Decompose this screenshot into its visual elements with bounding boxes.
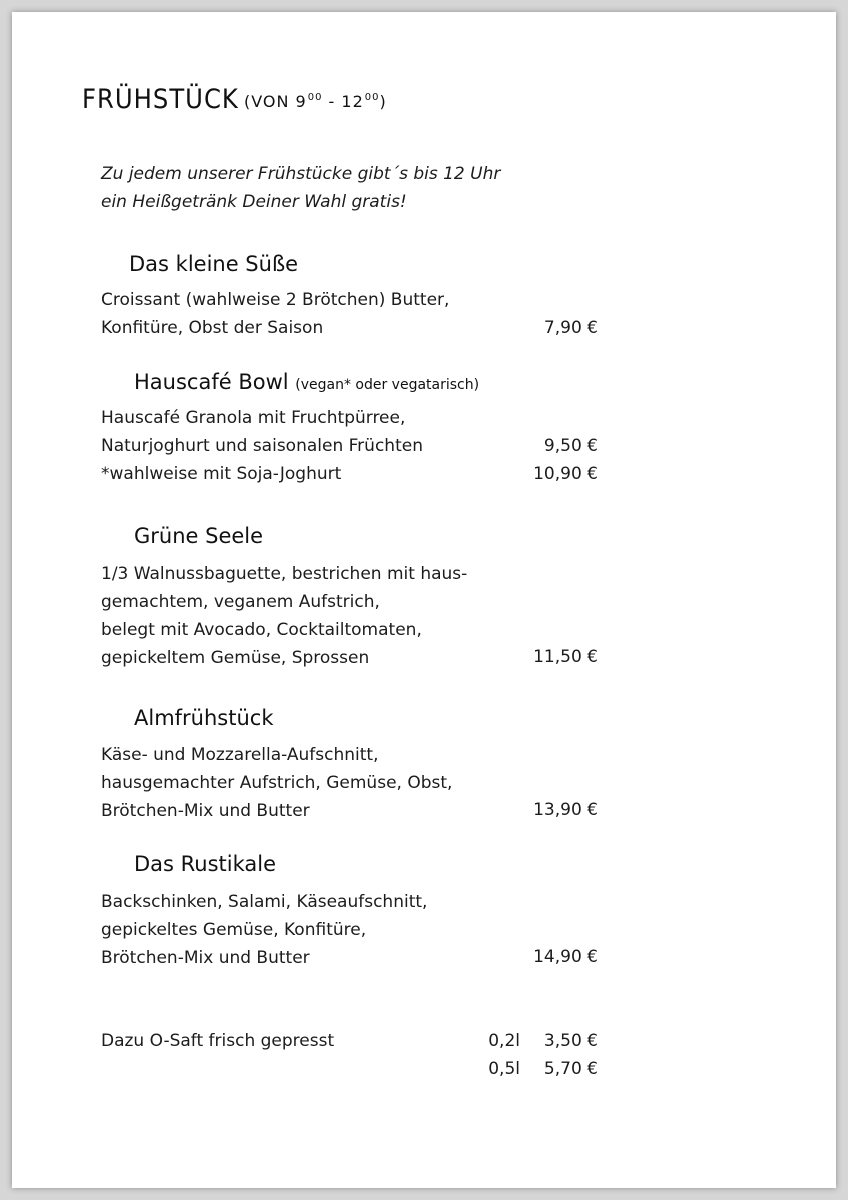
description-line: gemachtem, veganem Aufstrich, bbox=[101, 592, 380, 612]
description-line: Naturjoghurt und saisonalen Früchten bbox=[101, 436, 423, 456]
item-price: 14,90 € bbox=[533, 947, 598, 967]
extra-volume: 0,2l bbox=[488, 1031, 520, 1051]
description-line: Käse- und Mozzarella-Aufschnitt, bbox=[101, 745, 379, 765]
extra-price: 5,70 € bbox=[543, 1059, 598, 1079]
item-note: (vegan* oder vegatarisch) bbox=[295, 377, 480, 393]
item-price: 9,50 € bbox=[543, 436, 598, 456]
description-line: hausgemachter Aufstrich, Gemüse, Obst, bbox=[101, 773, 453, 793]
item-description bbox=[101, 404, 423, 488]
description-line: *wahlweise mit Soja-Joghurt bbox=[101, 464, 342, 484]
description-line: Backschinken, Salami, Käseaufschnitt, bbox=[101, 892, 428, 912]
description-line: Brötchen-Mix und Butter bbox=[101, 801, 310, 821]
description-line: Croissant (wahlweise 2 Brötchen) Butter, bbox=[101, 290, 450, 310]
menu-page bbox=[12, 12, 836, 1188]
item-description bbox=[101, 560, 467, 672]
item-name-hauscafe-bowl bbox=[134, 370, 479, 394]
intro-line: Zu jedem unserer Frühstücke gibt´s bis 12 Uhr bbox=[101, 164, 501, 184]
item-description bbox=[101, 888, 427, 972]
description-line: belegt mit Avocado, Cocktailtomaten, bbox=[101, 620, 422, 640]
extra-label: Dazu O-Saft frisch gepresst bbox=[101, 1031, 335, 1051]
item-description bbox=[101, 286, 449, 342]
intro-line: ein Heißgetränk Deiner Wahl gratis! bbox=[101, 192, 407, 212]
description-line: gepickeltes Gemüse, Konfitüre, bbox=[101, 920, 367, 940]
item-price-alt: 10,90 € bbox=[533, 464, 598, 484]
description-line: Hauscafé Granola mit Fruchtpürree, bbox=[101, 408, 406, 428]
description-line: gepickeltem Gemüse, Sprossen bbox=[101, 648, 370, 668]
intro-text bbox=[101, 160, 500, 216]
page-title: FRÜHSTÜCK bbox=[82, 84, 239, 115]
description-line: Brötchen-Mix und Butter bbox=[101, 948, 310, 968]
item-price: 11,50 € bbox=[533, 647, 598, 667]
extra-price: 3,50 € bbox=[543, 1031, 598, 1051]
extra-volume: 0,5l bbox=[488, 1059, 520, 1079]
description-line: 1/3 Walnussbaguette, bestrichen mit haus- bbox=[101, 564, 468, 584]
item-price: 7,90 € bbox=[543, 318, 598, 338]
item-name-gruene-seele: Grüne Seele bbox=[134, 524, 264, 548]
item-name-das-rustikale: Das Rustikale bbox=[134, 852, 277, 876]
item-name-almfruehstueck: Almfrühstück bbox=[134, 706, 274, 730]
item-name-das-kleine-suesse: Das kleine Süße bbox=[129, 252, 299, 276]
item-name-text: Hauscafé Bowl bbox=[134, 370, 289, 394]
serving-time: (VON $9^{00} - 12^{00}$) bbox=[244, 92, 387, 111]
item-description bbox=[101, 741, 452, 825]
description-line: Konfitüre, Obst der Saison bbox=[101, 318, 324, 338]
item-price: 13,90 € bbox=[533, 800, 598, 820]
